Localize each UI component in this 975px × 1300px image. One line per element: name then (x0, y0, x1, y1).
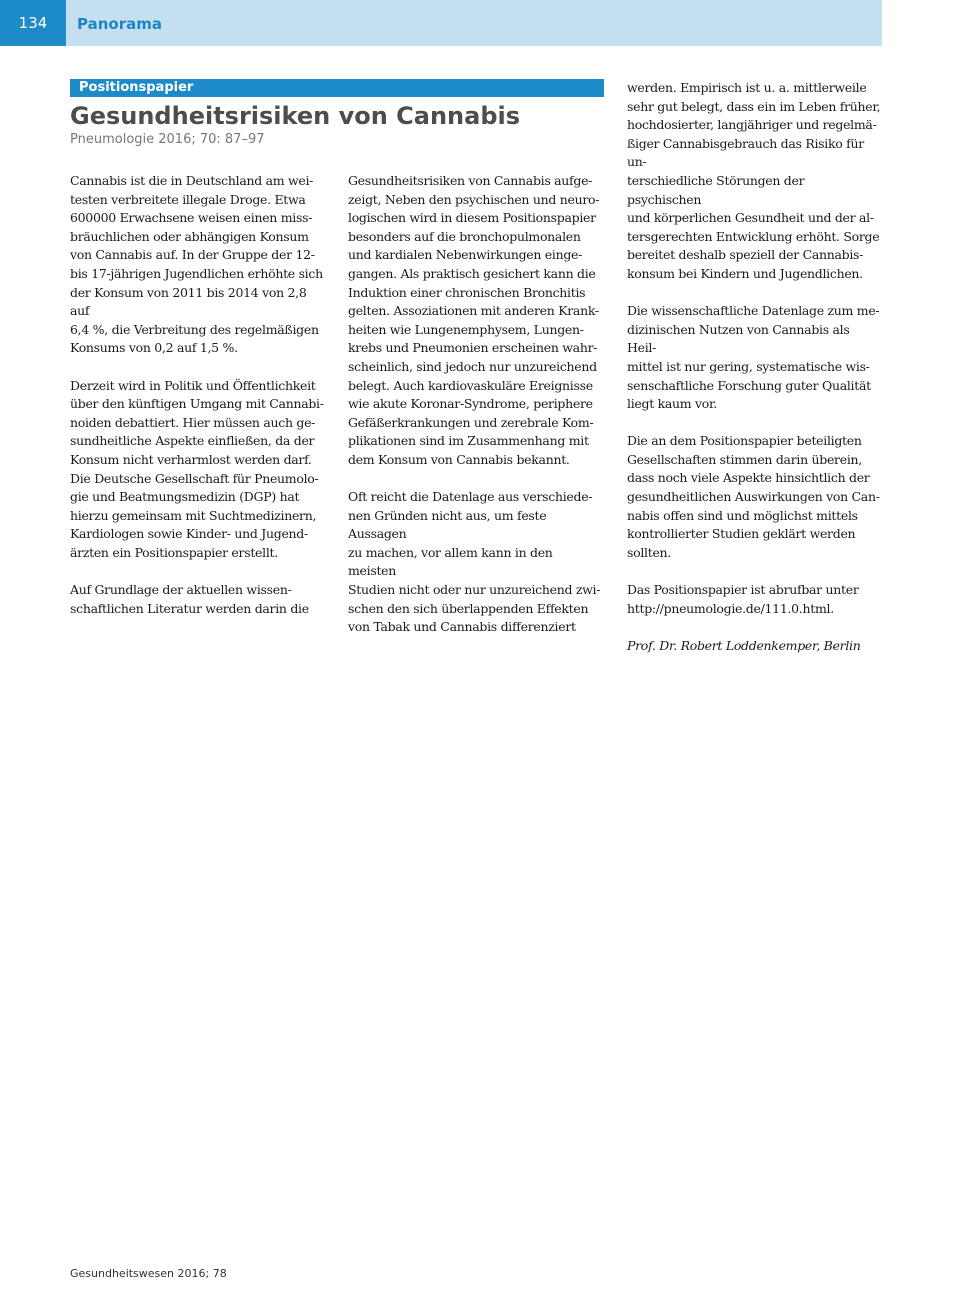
paragraph: werden. Empirisch ist u. a. mittlerweile sehr gut belegt, dass ein im Leben früher, hochdosierter, langjähriger und regelmä- ßiger Cannabisgebrauch das Risiko für un- terschiedliche Störungen der psychischen und körperlichen Gesundheit und der al- tersgerechten Entwicklung erhöht. Sorge bereitet deshalb speziell der Cannabis- konsum bei Kindern und Jugendlichen. (627, 80, 881, 281)
paragraph: Das Positionspapier ist abrufbar unter http://pneumologie.de/111.0.html. (627, 582, 859, 616)
paragraph: Die an dem Positionspapier beteiligten Gesellschaften stimmen darin überein, dass noch viele Aspekte hinsichtlich der gesundheitlichen Auswirkungen von Can- nabis offen sind und möglichst mittels kontrollierter Studien geklärt werden sollten. (627, 433, 880, 560)
text-column-2 (348, 172, 603, 655)
paragraph: Cannabis ist die in Deutschland am wei- testen verbreitete illegale Droge. Etwa 600000 Erwachsene weisen einen miss- bräuchlichen oder abhängigen Konsum von Cannabis auf. In der Gruppe der 12- bis 17-jährigen Jugendlichen erhöhte sich der Konsum von 2011 bis 2014 von 2,8 auf 6,4 %, die Verbreitung des regelmäßigen Konsums von 0,2 auf 1,5 %. (70, 173, 323, 356)
article-citation: Pneumologie 2016; 70: 87–97 (70, 132, 265, 147)
paragraph: Auf Grundlage der aktuellen wissen- schaftlichen Literatur werden darin die (70, 582, 309, 616)
text-column-3 (627, 79, 882, 674)
paragraph: Die wissenschaftliche Datenlage zum me- dizinischen Nutzen von Cannabis als Heil- mittel ist nur gering, systematische wis- senschaftliche Forschung guter Qualität liegt kaum vor. (627, 303, 880, 412)
author-signature: Prof. Dr. Robert Loddenkemper, Berlin (627, 637, 861, 653)
paragraph: Oft reicht die Datenlage aus verschiede- nen Gründen nicht aus, um feste Aussagen zu machen, vor allem kann in den meisten Studien nicht oder nur unzureichend zwi- schen den sich überlappenden Effekten von Tabak und Cannabis differenziert (348, 489, 601, 635)
paragraph: Derzeit wird in Politik und Öffentlichkeit über den künftigen Umgang mit Cannabi- noiden debattiert. Hier müssen auch ge- sundheitliche Aspekte einfließen, da der Konsum nicht verharmlost werden darf. Die Deutsche Gesellschaft für Pneumolo- gie und Beatmungsmedizin (DGP) hat hierzu gemeinsam mit Suchtmedizinern, Kardiologen sowie Kinder- und Jugend- ärzten ein Positionspapier erstellt. (70, 377, 324, 560)
article-tag: Positionspapier (70, 79, 604, 97)
footer-journal: Gesundheitswesen 2016; 78 (70, 1267, 227, 1280)
article-title: Gesundheitsrisiken von Cannabis (70, 102, 521, 130)
page-number: 134 (0, 0, 66, 46)
section-name: Panorama (77, 15, 162, 33)
text-column-1 (70, 172, 325, 637)
paragraph: Gesundheitsrisiken von Cannabis aufge- zeigt, Neben den psychischen und neuro- logischen wird in diesem Positionspapier besonders auf die bronchopulmonalen und kardialen Nebenwirkungen einge- gangen. Als praktisch gesichert kann die Induktion einer chronischen Bronchitis gelten. Assoziationen mit anderen Krank- heiten wie Lungenemphysem, Lungen- krebs und Pneumonien erscheinen wahr- scheinlich, sind jedoch nur unzureichend belegt. Auch kardiovaskuläre Ereignisse wie akute Koronar-Syndrome, periphere Gefäßerkrankungen und zerebrale Kom- plikationen sind im Zusammenhang mit dem Konsum von Cannabis bekannt. (348, 173, 600, 467)
